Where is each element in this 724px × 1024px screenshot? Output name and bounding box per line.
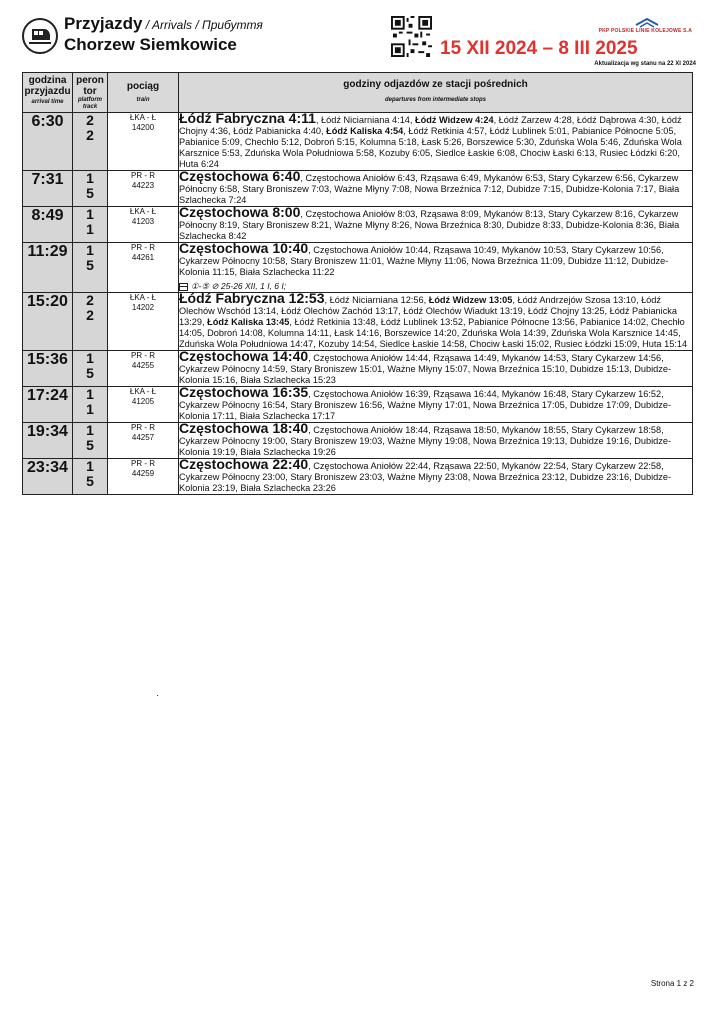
calendar-icon [179, 283, 188, 291]
platform-number: 1 [86, 458, 94, 474]
stop: Nowa Brzeźnica 8:30 [414, 220, 502, 230]
arrival-time: 6:30 [23, 113, 73, 171]
platform-number: 1 [86, 422, 94, 438]
stop: Dubidze-Kolonia 23:19 [179, 472, 672, 493]
stop: Rząsawa 10:49 [433, 245, 497, 255]
stop: Ważne Młyny 8:26 [334, 220, 410, 230]
train-info [108, 113, 179, 171]
stop: Mykanów 16:48 [501, 389, 567, 399]
stop: Dubidze 17:09 [569, 400, 630, 410]
stop: Łódź Zarzew 4:28 [498, 115, 572, 125]
stop: Mykanów 10:53 [501, 245, 567, 255]
platform-number: 1 [86, 386, 94, 402]
stop: Pabianice 14:02 [580, 317, 646, 327]
stop: Rząsawa 14:49 [433, 353, 497, 363]
stop: Chechło 14:05 [179, 317, 685, 338]
train-info [108, 243, 179, 293]
stop: Łódź Chojny 4:36 [179, 115, 682, 136]
stop: Łódź Niciarniana 12:56 [329, 295, 424, 305]
stop: Łódź Niciarniana 4:14 [321, 115, 410, 125]
train-carrier: ŁKA - Ł [129, 387, 157, 396]
stop: Stary Broniszew 15:01 [290, 364, 383, 374]
stop: Częstochowa Aniołów 14:44 [313, 353, 429, 363]
stop: Mykanów 8:13 [483, 209, 543, 219]
train-carrier: PR - R [131, 459, 155, 468]
platform-track [73, 243, 108, 293]
stop: Łódź Olechów Wiadukt 13:19 [403, 306, 523, 316]
stop: Zduńska Wola Karsznice 5:53 [179, 137, 682, 158]
stop-major: Łódź Kaliska 4:54 [326, 126, 404, 136]
stop: Stary Cykarzew 22:58 [571, 461, 662, 471]
stop-major: Łódź Widzew 4:24 [415, 115, 494, 125]
stop: Kolumna 5:18 [359, 137, 417, 147]
origin-station: Częstochowa 22:40 [179, 456, 309, 472]
stop: Zduńska Wola 5:46 [539, 137, 619, 147]
stop: Częstochowa Aniołów 16:39 [313, 389, 429, 399]
page-number: Strona 1 z 2 [650, 979, 694, 988]
stop: Chociw Łaski 6:13 [520, 148, 595, 158]
stop: Dubidze-Kolonia 11:15 [179, 256, 669, 277]
platform-number: 1 [86, 350, 94, 366]
stop: Łódź Pabianicka 4:40 [233, 126, 322, 136]
stop: Łódź Olechów Wschód 13:14 [179, 295, 661, 316]
stop: Borszewice 5:30 [466, 137, 535, 147]
stop: Rząsawa 6:49 [420, 173, 479, 183]
stop: Łódź Retkinia 4:57 [408, 126, 485, 136]
stop: Biała Szlachecka 7:24 [179, 184, 680, 205]
route-stops: Częstochowa 16:35, Częstochowa Aniołów 16:39, Rząsawa 16:44, Mykanów 16:48, Stary Cykarzew 16:52, Cykarzew Północny 16:54, Stary Broniszew 16:56, Ważne Młyny 17:01, Nowa Brzeźnica 17:05, Dubidze 17:09, Dubidze-Kolonia 17:11, Biała Szlachecka 17:17 [179, 387, 693, 423]
train-number: 44255 [131, 361, 155, 370]
stop: Łask 5:26 [421, 137, 462, 147]
train-info [108, 351, 179, 387]
page-title: Przyjazdy / Arrivals / Прибуття [64, 14, 263, 33]
platform-track [73, 171, 108, 207]
stop: Dubidze-Kolonia 15:16 [179, 364, 672, 385]
col-intermediate-stops: godziny odjazdów ze stacji pośrednich departures from intermediate stops [179, 73, 693, 113]
track-number: 5 [86, 365, 94, 381]
platform-number: 2 [86, 112, 94, 128]
train-number: 14200 [131, 123, 155, 132]
arrival-time: 23:34 [23, 459, 73, 495]
stop: Siedlce Łaskie 6:08 [435, 148, 515, 158]
stop: Dubidze 11:12 [567, 256, 627, 266]
stop: Stary Cykarzew 16:52 [571, 389, 662, 399]
stop: Cykarzew Północny 10:58 [179, 256, 286, 266]
stop: Rusiec Łódzki 15:09 [554, 339, 638, 349]
track-number: 2 [86, 127, 94, 143]
stop: Dobroń 14:08 [207, 328, 263, 338]
stop: Zduńska Wola Karsznice 14:45 [551, 328, 679, 338]
table-header-row [23, 73, 693, 113]
stop-major: Łódź Kaliska 13:45 [207, 317, 290, 327]
arrival-time: 17:24 [23, 387, 73, 423]
table-row [23, 387, 693, 423]
train-carrier: PR - R [131, 423, 155, 432]
update-note: Aktualizacja wg stanu na 22 XI 2024 [594, 61, 696, 67]
stop: Stary Broniszew 11:01 [290, 256, 382, 266]
stop: Częstochowa Aniołów 18:44 [313, 425, 429, 435]
stop: Siedlce Łaskie 14:58 [379, 339, 465, 349]
stop: Łódź Andrzejów Szosa 13:10 [517, 295, 636, 305]
stop: Cykarzew Północny 6:58 [179, 173, 679, 194]
train-carrier: ŁKA - Ł [129, 207, 157, 216]
stop: Pabianice Północne 5:05 [571, 126, 674, 136]
platform-track [73, 113, 108, 171]
origin-station: Częstochowa 10:40 [179, 240, 309, 256]
platform-track [73, 293, 108, 351]
stop: Stary Broniszew 19:03 [290, 436, 383, 446]
stop: Nowa Brzeźnica 7:12 [414, 184, 502, 194]
stop: Ważne Młyny 11:06 [386, 256, 467, 266]
stop: Nowa Brzeźnica 23:12 [472, 472, 565, 482]
platform-track [73, 351, 108, 387]
table-row [23, 459, 693, 495]
track-number: 5 [86, 257, 94, 273]
train-info [108, 293, 179, 351]
track-number: 1 [86, 401, 94, 417]
stop: Stary Broniszew 23:03 [290, 472, 383, 482]
stop: Rząsawa 16:44 [433, 389, 497, 399]
stop: Zduńska Wola Południowa 14:47 [179, 339, 314, 349]
stop: Stary Cykarzew 14:56 [571, 353, 662, 363]
platform-number: 2 [86, 292, 94, 308]
train-number: 41203 [131, 217, 155, 226]
stop: Biała Szlachecka 23:26 [240, 483, 336, 493]
table-row [23, 423, 693, 459]
train-number: 44223 [131, 181, 155, 190]
stop: Ważne Młyny 23:08 [387, 472, 468, 482]
stop: Zduńska Wola 14:39 [461, 328, 546, 338]
stop: Stary Cykarzew 8:16 [548, 209, 633, 219]
stop: Borszewice 14:20 [384, 328, 457, 338]
col-train: pociąg train [108, 73, 179, 113]
stop: Kozuby 14:54 [318, 339, 375, 349]
route-stops: Częstochowa 10:40, Częstochowa Aniołów 10:44, Rząsawa 10:49, Mykanów 10:53, Stary Cykarzew 10:56, Cykarzew Północny 10:58, Stary Broniszew 11:01, Ważne Młyny 11:06, Nowa Brzeźnica 11:09, Dubidze 11:12, Dubidze-Kolonia 11:15, Biała Szlachecka 11:22 ①-⑤ ⊘ 25-26 XII, 1 I, 6 I; [179, 243, 693, 293]
stop: Biała Szlachecka 19:26 [240, 447, 336, 457]
stop: Stary Broniszew 8:21 [242, 220, 330, 230]
stop: Częstochowa Aniołów 10:44 [313, 245, 429, 255]
stop: Zduńska Wola Południowa 5:58 [244, 148, 374, 158]
stop: Częstochowa Aniołów 6:43 [305, 173, 416, 183]
train-number: 44261 [131, 253, 155, 262]
table-row [23, 207, 693, 243]
stop: Ważne Młyny 19:08 [387, 436, 468, 446]
platform-track [73, 423, 108, 459]
stop: Chechło 5:12 [244, 137, 300, 147]
origin-station: Częstochowa 8:00 [179, 204, 301, 220]
stop: Dubidze-Kolonia 17:11 [179, 400, 672, 421]
stop: Mykanów 14:53 [501, 353, 567, 363]
train-info [108, 171, 179, 207]
table-row [23, 243, 693, 293]
arrival-time: 8:49 [23, 207, 73, 243]
stop: Dubidze-Kolonia 8:36 [565, 220, 654, 230]
platform-number: 1 [86, 170, 94, 186]
train-info [108, 423, 179, 459]
stop: Cykarzew Północny 19:00 [179, 436, 286, 446]
stop: Łódź Lublinek 13:52 [380, 317, 464, 327]
stop: Huta 15:14 [642, 339, 688, 349]
stop: Łódź Chojny 13:25 [527, 306, 605, 316]
stop: Kozuby 6:05 [379, 148, 431, 158]
origin-station: Częstochowa 16:35 [179, 384, 309, 400]
origin-station: Łódź Fabryczna 4:11 [179, 110, 316, 126]
stop: Biała Szlachecka 11:22 [239, 267, 335, 277]
track-number: 5 [86, 185, 94, 201]
train-carrier: ŁKA - Ł [129, 113, 157, 122]
stop: Stary Cykarzew 18:58 [571, 425, 662, 435]
route-stops: Częstochowa 6:40, Częstochowa Aniołów 6:43, Rząsawa 6:49, Mykanów 6:53, Stary Cykarzew 6:56, Cykarzew Północny 6:58, Stary Broniszew 7:03, Ważne Młyny 7:08, Nowa Brzeźnica 7:12, Dubidze 7:15, Dubidze-Kolonia 7:17, Biała Szlachecka 7:24 [179, 171, 693, 207]
origin-station: Łódź Fabryczna 12:53 [179, 290, 325, 306]
stop: Dubidze 7:15 [506, 184, 561, 194]
arrivals-table [22, 72, 693, 495]
stop: Rząsawa 18:50 [433, 425, 497, 435]
stop: Mykanów 6:53 [483, 173, 543, 183]
table-row [23, 293, 693, 351]
stop: Dubidze 15:13 [569, 364, 630, 374]
stop: Pabianice 5:09 [179, 137, 240, 147]
train-number: 14202 [131, 303, 155, 312]
qr-code-icon [391, 16, 432, 57]
platform-number: 1 [86, 242, 94, 258]
stop: Mykanów 22:54 [501, 461, 567, 471]
station-name: Chorzew Siemkowice [64, 35, 237, 54]
track-number: 5 [86, 437, 94, 453]
track-number: 2 [86, 307, 94, 323]
train-icon [22, 18, 58, 54]
train-number: 41205 [131, 397, 155, 406]
timetable-header [22, 14, 700, 72]
arrival-time: 19:34 [23, 423, 73, 459]
arrival-time: 15:36 [23, 351, 73, 387]
stop: Łódź Olechów Zachód 13:17 [281, 306, 399, 316]
stop: Stary Cykarzew 10:56 [571, 245, 662, 255]
stop-major: Łódź Widzew 13:05 [428, 295, 513, 305]
stop: Cykarzew Północny 16:54 [179, 400, 286, 410]
stop: Dubidze-Kolonia 19:19 [179, 436, 672, 457]
stop: Łódź Pabianicka 13:29 [179, 306, 677, 327]
route-stops: Częstochowa 18:40, Częstochowa Aniołów 18:44, Rząsawa 18:50, Mykanów 18:55, Stary Cykarzew 18:58, Cykarzew Północny 19:00, Stary Broniszew 19:03, Ważne Młyny 19:08, Nowa Brzeźnica 19:13, Dubidze 19:16, Dubidze-Kolonia 19:19, Biała Szlachecka 19:26 [179, 423, 693, 459]
stop: Częstochowa Aniołów 8:03 [305, 209, 416, 219]
stop: Biała Szlachecka 15:23 [240, 375, 336, 385]
stop: Nowa Brzeźnica 15:10 [472, 364, 565, 374]
route-stops: Łódź Fabryczna 12:53, Łódź Niciarniana 12:56, Łódź Widzew 13:05, Łódź Andrzejów Szosa 13:10, Łódź Olechów Wschód 13:14, Łódź Olechów Zachód 13:17, Łódź Olechów Wiadukt 13:19, Łódź Chojny 13:25, Łódź Pabianicka 13:29, Łódź Kaliska 13:45, Łódź Retkinia 13:48, Łódź Lublinek 13:52, Pabianice Północne 13:56, Pabianice 14:02, Chechło 14:05, Dobroń 14:08, Kolumna 14:11, Łask 14:16, Borszewice 14:20, Zduńska Wola 14:39, Zduńska Wola Karsznice 14:45, Zduńska Wola Południowa 14:47, Kozuby 14:54, Siedlce Łaskie 14:58, Chociw Łaski 15:02, Rusiec Łódzki 15:09, Huta 15:14 [179, 293, 693, 351]
stop: Łódź Lublinek 5:01 [489, 126, 567, 136]
origin-station: Częstochowa 18:40 [179, 420, 309, 436]
company-name: PKP POLSKIE LINIE KOLEJOWE S.A [598, 28, 692, 34]
stop: Dobroń 5:15 [304, 137, 355, 147]
origin-station: Częstochowa 6:40 [179, 168, 301, 184]
stop: Łódź Dąbrowa 4:30 [576, 115, 657, 125]
arrival-time: 15:20 [23, 293, 73, 351]
route-stops: Łódź Fabryczna 4:11, Łódź Niciarniana 4:14, Łódź Widzew 4:24, Łódź Zarzew 4:28, Łódź Dąbrowa 4:30, Łódź Chojny 4:36, Łódź Pabianicka 4:40, Łódź Kaliska 4:54, Łódź Retkinia 4:57, Łódź Lublinek 5:01, Pabianice Północne 5:05, Pabianice 5:09, Chechło 5:12, Dobroń 5:15, Kolumna 5:18, Łask 5:26, Borszewice 5:30, Zduńska Wola 5:46, Zduńska Wola Karsznice 5:53, Zduńska Wola Południowa 5:58, Kozuby 6:05, Siedlce Łaskie 6:08, Chociw Łaski 6:13, Rusiec Łódzki 6:20, Huta 6:24 [179, 113, 693, 171]
stop: Ważne Młyny 17:01 [387, 400, 468, 410]
origin-station: Częstochowa 14:40 [179, 348, 309, 364]
stop: Chociw Łaski 15:02 [469, 339, 550, 349]
stop: Dubidze-Kolonia 7:17 [565, 184, 654, 194]
train-carrier: PR - R [131, 243, 155, 252]
stop: Stary Broniszew 16:56 [290, 400, 383, 410]
stop: Cykarzew Północny 8:19 [179, 209, 679, 230]
stop: Pabianice Północne 13:56 [468, 317, 575, 327]
service-note: ①-⑤ ⊘ 25-26 XII, 1 I, 6 I; [179, 281, 692, 292]
stop: Dubidze 8:33 [506, 220, 561, 230]
stop: Stary Broniszew 7:03 [242, 184, 330, 194]
stop: Cykarzew Północny 23:00 [179, 472, 286, 482]
stop: Mykanów 18:55 [501, 425, 567, 435]
col-arrival-time: godzina przyjazdu arrival time [23, 73, 73, 113]
track-number: 1 [86, 221, 94, 237]
stop: Ważne Młyny 15:07 [387, 364, 468, 374]
stop: Dubidze 19:16 [569, 436, 630, 446]
platform-track [73, 459, 108, 495]
stop: Cykarzew Północny 14:59 [179, 364, 286, 374]
platform-number: 1 [86, 206, 94, 222]
stop: Biała Szlachecka 8:42 [179, 220, 680, 241]
train-info [108, 387, 179, 423]
stop: Rząsawa 8:09 [420, 209, 479, 219]
stop: Częstochowa Aniołów 22:44 [313, 461, 429, 471]
train-number: 44257 [131, 433, 155, 442]
train-carrier: PR - R [131, 171, 155, 180]
route-stops: Częstochowa 22:40, Częstochowa Aniołów 22:44, Rząsawa 22:50, Mykanów 22:54, Stary Cykarzew 22:58, Cykarzew Północny 23:00, Stary Broniszew 23:03, Ważne Młyny 23:08, Nowa Brzeźnica 23:12, Dubidze 23:16, Dubidze-Kolonia 23:19, Biała Szlachecka 23:26 [179, 459, 693, 495]
route-stops: Częstochowa 14:40, Częstochowa Aniołów 14:44, Rząsawa 14:49, Mykanów 14:53, Stary Cykarzew 14:56, Cykarzew Północny 14:59, Stary Broniszew 15:01, Ważne Młyny 15:07, Nowa Brzeźnica 15:10, Dubidze 15:13, Dubidze-Kolonia 15:16, Biała Szlachecka 15:23 [179, 351, 693, 387]
scan-speck [157, 695, 158, 696]
stop: Biała Szlachecka 17:17 [239, 411, 336, 421]
stop: Łask 14:16 [334, 328, 380, 338]
stop: Stary Cykarzew 6:56 [548, 173, 633, 183]
validity-period: 15 XII 2024 – 8 III 2025 [440, 38, 638, 59]
col-platform: peron tor platform track [73, 73, 108, 113]
stop: Kolumna 14:11 [267, 328, 330, 338]
train-info [108, 459, 179, 495]
stop: Rusiec Łódzki 6:20 [599, 148, 678, 158]
arrival-time: 7:31 [23, 171, 73, 207]
table-row [23, 113, 693, 171]
table-row [23, 351, 693, 387]
stop: Łódź Retkinia 13:48 [294, 317, 376, 327]
stop: Rząsawa 22:50 [433, 461, 497, 471]
train-info [108, 207, 179, 243]
stop: Huta 6:24 [179, 159, 219, 169]
train-carrier: PR - R [131, 351, 155, 360]
table-row [23, 171, 693, 207]
stop: Nowa Brzeźnica 19:13 [472, 436, 565, 446]
platform-track [73, 387, 108, 423]
train-carrier: ŁKA - Ł [129, 293, 157, 302]
stop: Nowa Brzeźnica 11:09 [471, 256, 563, 266]
platform-track [73, 207, 108, 243]
route-stops: Częstochowa 8:00, Częstochowa Aniołów 8:03, Rząsawa 8:09, Mykanów 8:13, Stary Cykarzew 8:16, Cykarzew Północny 8:19, Stary Broniszew 8:21, Ważne Młyny 8:26, Nowa Brzeźnica 8:30, Dubidze 8:33, Dubidze-Kolonia 8:36, Biała Szlachecka 8:42 [179, 207, 693, 243]
track-number: 5 [86, 473, 94, 489]
stop: Nowa Brzeźnica 17:05 [472, 400, 565, 410]
stop: Dubidze 23:16 [569, 472, 630, 482]
train-number: 44259 [131, 469, 155, 478]
arrival-time: 11:29 [23, 243, 73, 293]
stop: Ważne Młyny 7:08 [334, 184, 410, 194]
